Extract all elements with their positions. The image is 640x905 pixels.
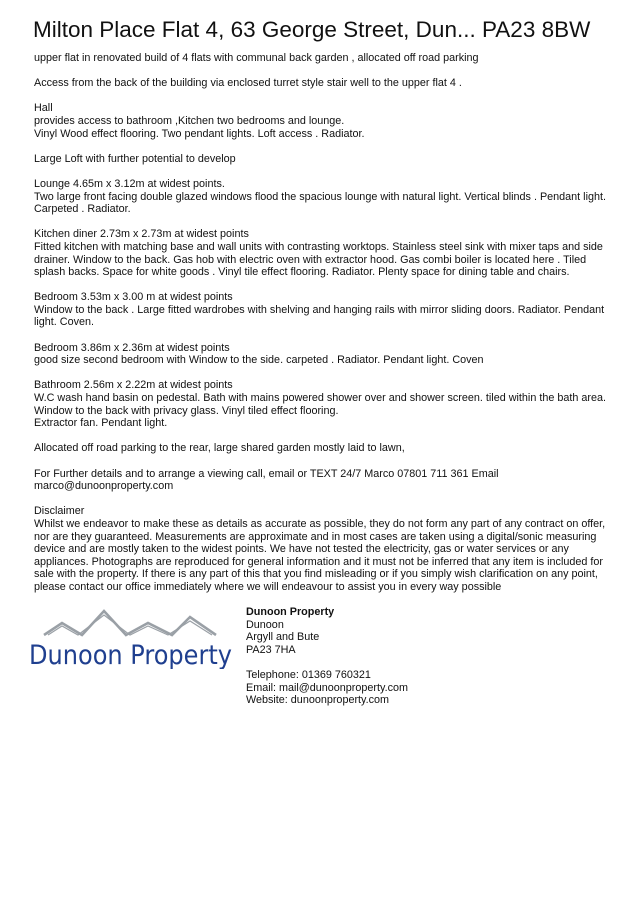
paragraph-line: Whilst we endeavor to make these as details as accurate as possible, they do not form any part of any contract on offer, nor are they guaranteed. Measurements are approximate and in most cases are taken using a digital/sonic measuring device and are mostly taken to the widest points. We have not tested the electricity, gas or water services or any appliances. Photographs are reproduced for general information and it must not be inferred that any item is included for sale with the property. If there is any part of this that you find misleading or if you simply wish clarification on any point, please contact our office immediately where we will endeavour to assist you in every way possible <box>34 517 606 593</box>
paragraph-line: Vinyl Wood effect flooring. Two pendant lights. Loft access . Radiator. <box>34 127 365 140</box>
paragraph-line: For Further details and to arrange a viewing call, email or TEXT 24/7 Marco 07801 711 361 Email marco@dunoonproperty.com <box>34 467 499 493</box>
email[interactable]: Email: mail@dunoonproperty.com <box>246 681 408 694</box>
address-line-postcode: PA23 7HA <box>246 643 296 656</box>
logo-text: Dunoon Property <box>29 640 232 669</box>
paragraph <box>34 153 606 166</box>
paragraph-line: Lounge 4.65m x 3.12m at widest points. <box>34 177 225 190</box>
contact-block <box>246 606 408 707</box>
company-name: Dunoon Property <box>246 606 335 618</box>
paragraph-line: Bedroom 3.86m x 2.36m at widest points <box>34 341 230 354</box>
paragraph-line: Large Loft with further potential to develop <box>34 152 236 165</box>
paragraph <box>34 379 606 429</box>
telephone: Telephone: 01369 760321 <box>246 668 371 681</box>
paragraph-line: W.C wash hand basin on pedestal. Bath with mains powered shower over and shower screen. tiled within the bath area. Window to the back with privacy glass. Vinyl tiled effect flooring. <box>34 392 606 417</box>
page-title: Milton Place Flat 4, 63 George Street, Dun... PA23 8BW <box>33 17 591 42</box>
paragraph <box>34 442 606 455</box>
paragraph-line: Extractor fan. Pendant light. <box>34 417 168 430</box>
paragraph <box>34 342 606 367</box>
roofline-icon <box>44 611 216 635</box>
paragraph-line: Bathroom 2.56m x 2.22m at widest points <box>34 379 233 392</box>
paragraph <box>34 52 606 65</box>
paragraph-line: Two large front facing double glazed windows flood the spacious lounge with natural light. Vertical blinds . Pendant light. Carpeted . Radiator. <box>34 190 606 216</box>
paragraph-line: Window to the back . Large fitted wardrobes with shelving and hanging rails with mirror sliding doors. Radiator. Pendant light. Coven. <box>34 303 605 329</box>
address-line-town: Dunoon <box>246 618 284 631</box>
paragraph <box>34 468 606 493</box>
paragraph-line: good size second bedroom with Window to the side. carpeted . Radiator. Pendant light. Coven <box>34 354 484 367</box>
paragraph-line: Kitchen diner 2.73m x 2.73m at widest points <box>34 228 249 241</box>
property-description <box>34 52 606 606</box>
paragraph <box>34 178 606 216</box>
paragraph-line: Allocated off road parking to the rear, large shared garden mostly laid to lawn, <box>34 442 405 455</box>
paragraph-line: Fitted kitchen with matching base and wall units with contrasting worktops. Stainless steel sink with mixer taps and side drainer. Window to the back. Gas hob with electric oven with extractor hood. Gas combi boiler is located here . Tiled splash backs. Space for white goods . Vinyl tile effect flooring. Radiator. Plenty space for dining table and chairs. <box>34 240 603 279</box>
paragraph <box>34 291 606 329</box>
paragraph-line: Disclaimer <box>34 505 85 518</box>
paragraph-line: provides access to bathroom ,Kitchen two bedrooms and lounge. <box>34 114 345 127</box>
paragraph <box>34 102 606 140</box>
website[interactable]: Website: dunoonproperty.com <box>246 694 390 707</box>
paragraph <box>34 505 606 593</box>
paragraph <box>34 77 606 90</box>
dunoon-property-logo <box>26 603 236 669</box>
address-line-region: Argyll and Bute <box>246 631 320 644</box>
paragraph-line: Hall <box>34 102 53 115</box>
paragraph <box>34 228 606 278</box>
paragraph-line: Access from the back of the building via enclosed turret style stair well to the upper flat 4 . <box>34 77 462 90</box>
paragraph-line: Bedroom 3.53m x 3.00 m at widest points <box>34 291 233 304</box>
paragraph-line: upper flat in renovated build of 4 flats with communal back garden , allocated off road parking <box>34 52 479 64</box>
